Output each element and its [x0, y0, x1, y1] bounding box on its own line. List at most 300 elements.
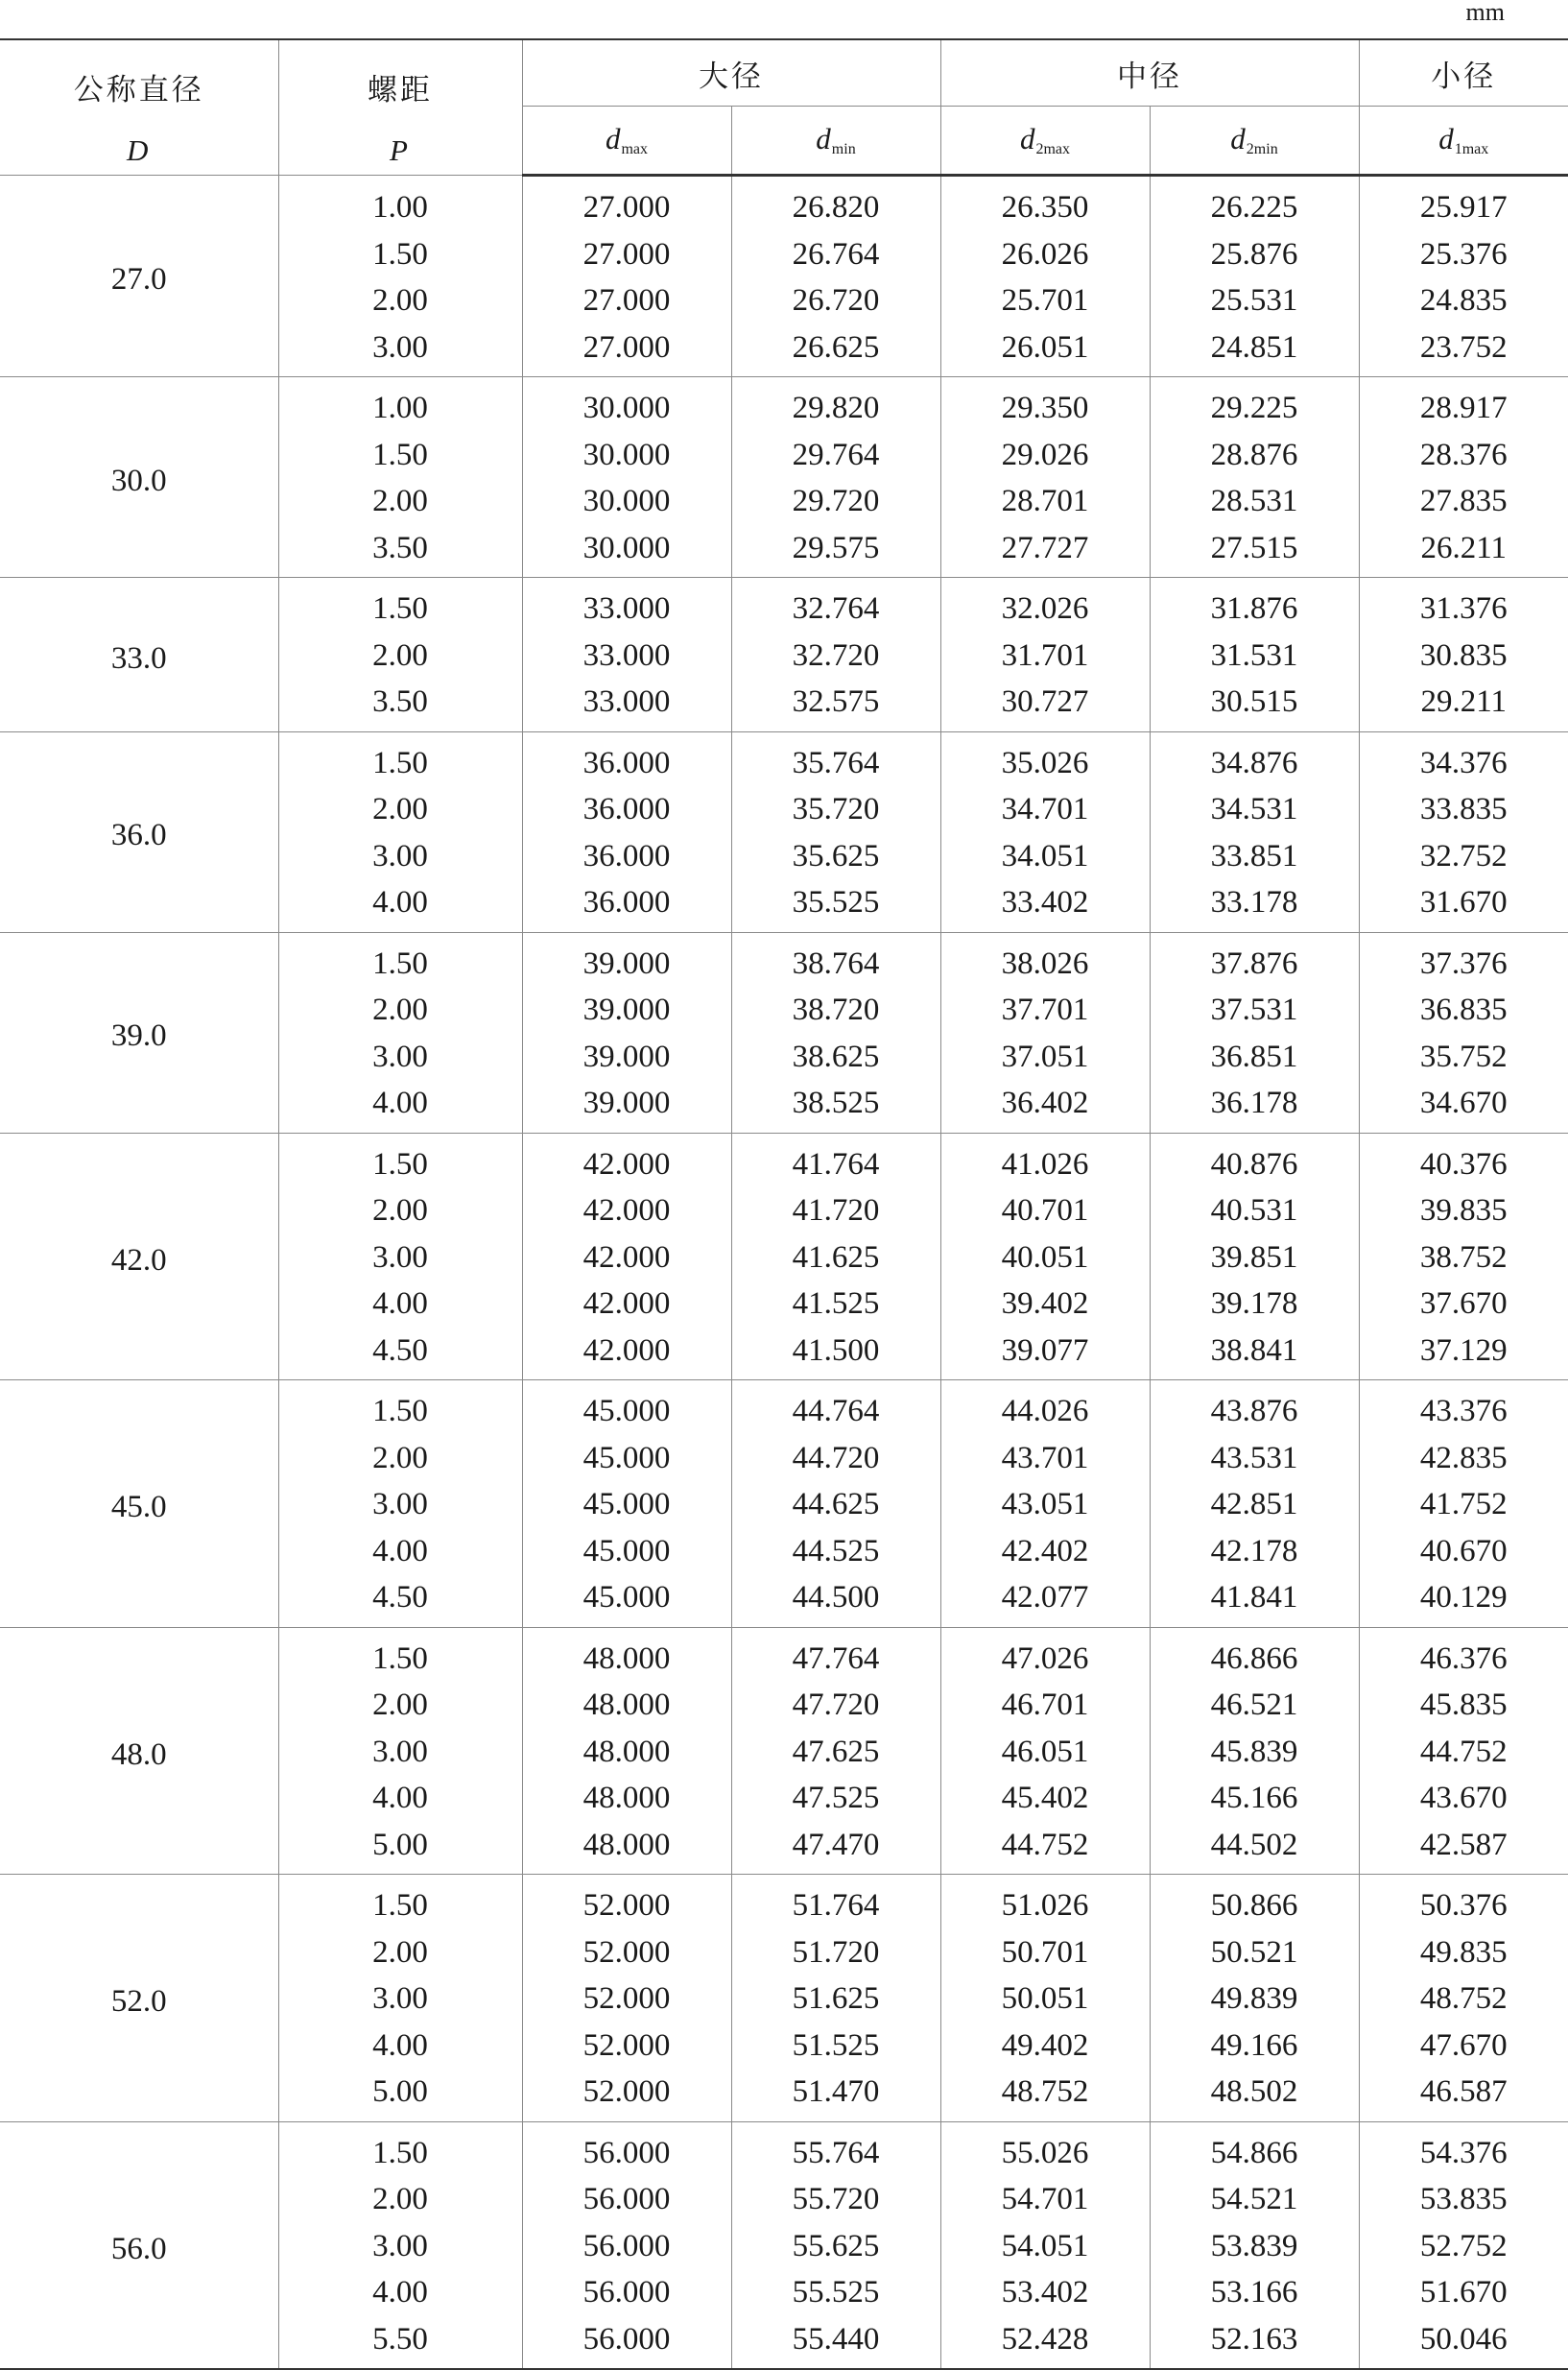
pitch-cell: 4.00 [278, 1775, 522, 1822]
d2-max-cell: 44.026 [940, 1380, 1150, 1435]
d2-min-cell: 39.178 [1150, 1281, 1359, 1328]
d2-max-cell: 32.026 [940, 578, 1150, 633]
diameter-group [0, 731, 1568, 932]
d-min-cell: 51.470 [731, 2069, 940, 2121]
d-max-cell: 33.000 [522, 679, 731, 731]
table-row [0, 1380, 1568, 1435]
pitch-cell: 4.00 [278, 2023, 522, 2070]
d-min-cell: 29.720 [731, 478, 940, 525]
d2-min-cell: 45.166 [1150, 1775, 1359, 1822]
d-min-cell: 55.764 [731, 2121, 940, 2176]
diameter-group [0, 1875, 1568, 2122]
header-major-diameter: 大径 [522, 39, 940, 107]
d-max-cell: 56.000 [522, 2121, 731, 2176]
d-max-cell: 27.000 [522, 176, 731, 231]
d-max-cell: 48.000 [522, 1627, 731, 1682]
d1-max-cell: 28.917 [1359, 377, 1568, 432]
pitch-cell: 1.50 [278, 2121, 522, 2176]
nominal-diameter-cell: 45.0 [0, 1380, 278, 1628]
d2-max-cell: 25.701 [940, 277, 1150, 324]
d1-max-cell: 33.835 [1359, 786, 1568, 833]
d-max-cell: 30.000 [522, 478, 731, 525]
d-min-cell: 51.720 [731, 1929, 940, 1976]
d2-min-cell: 54.521 [1150, 2176, 1359, 2223]
d2-min-cell: 53.839 [1150, 2223, 1359, 2270]
d1-max-cell: 42.835 [1359, 1435, 1568, 1482]
d1-max-cell: 44.752 [1359, 1729, 1568, 1776]
d2-min-cell: 43.531 [1150, 1435, 1359, 1482]
nominal-diameter-cell: 30.0 [0, 377, 278, 578]
d-min-cell: 32.575 [731, 679, 940, 731]
header-d-max [522, 107, 731, 176]
d2-min-cell: 31.876 [1150, 578, 1359, 633]
d1-max-cell: 50.046 [1359, 2316, 1568, 2370]
d2-max-cell: 26.051 [940, 324, 1150, 377]
d-max-cell: 45.000 [522, 1574, 731, 1627]
d1-max-cell: 29.211 [1359, 679, 1568, 731]
header-nominal-cn: 公称直径 [73, 72, 204, 107]
pitch-cell: 1.50 [278, 578, 522, 633]
d2-max-cell: 35.026 [940, 731, 1150, 786]
symbol-d: d [605, 122, 621, 156]
header-pitch-cn: 螺距 [368, 72, 433, 107]
d1-max-cell: 40.129 [1359, 1574, 1568, 1627]
d2-max-cell: 46.701 [940, 1682, 1150, 1729]
d-min-cell: 38.720 [731, 987, 940, 1034]
d2-max-cell: 45.402 [940, 1775, 1150, 1822]
d-max-cell: 30.000 [522, 377, 731, 432]
d2-max-cell: 28.701 [940, 478, 1150, 525]
diameter-group [0, 1380, 1568, 1628]
d-max-cell: 48.000 [522, 1682, 731, 1729]
d2-min-cell: 44.502 [1150, 1822, 1359, 1875]
header-nominal-diameter [0, 39, 278, 176]
d-max-cell: 56.000 [522, 2176, 731, 2223]
table-header [0, 39, 1568, 176]
d1-max-cell: 43.376 [1359, 1380, 1568, 1435]
pitch-cell: 3.00 [278, 2223, 522, 2270]
d-min-cell: 29.764 [731, 432, 940, 479]
diameter-group [0, 578, 1568, 732]
nominal-diameter-cell: 48.0 [0, 1627, 278, 1875]
table-row [0, 2121, 1568, 2176]
header-nominal-symbol: D [127, 132, 152, 167]
d2-min-cell: 46.866 [1150, 1627, 1359, 1682]
d1-max-cell: 31.670 [1359, 879, 1568, 932]
d-max-cell: 27.000 [522, 231, 731, 278]
pitch-cell: 1.50 [278, 432, 522, 479]
table-row [0, 1627, 1568, 1682]
d1-max-cell: 37.129 [1359, 1328, 1568, 1380]
d1-max-cell: 28.376 [1359, 432, 1568, 479]
d1-max-cell: 37.670 [1359, 1281, 1568, 1328]
table-row [0, 377, 1568, 432]
d-min-cell: 29.575 [731, 525, 940, 578]
d1-max-cell: 25.376 [1359, 231, 1568, 278]
d2-min-cell: 37.876 [1150, 932, 1359, 987]
symbol-subscript: 1max [1454, 141, 1489, 157]
d-min-cell: 26.625 [731, 324, 940, 377]
table-row [0, 1133, 1568, 1187]
symbol-d: d [1438, 122, 1454, 156]
d-max-cell: 56.000 [522, 2316, 731, 2370]
nominal-diameter-cell: 33.0 [0, 578, 278, 732]
d2-min-cell: 34.876 [1150, 731, 1359, 786]
d-min-cell: 32.720 [731, 633, 940, 680]
d-min-cell: 41.500 [731, 1328, 940, 1380]
pitch-cell: 3.00 [278, 1234, 522, 1281]
table-row [0, 176, 1568, 231]
d2-max-cell: 42.402 [940, 1528, 1150, 1575]
d-min-cell: 55.525 [731, 2269, 940, 2316]
symbol-subscript: 2min [1246, 141, 1278, 157]
d-min-cell: 38.764 [731, 932, 940, 987]
d2-min-cell: 46.521 [1150, 1682, 1359, 1729]
d1-max-cell: 38.752 [1359, 1234, 1568, 1281]
header-d1-max [1359, 107, 1568, 176]
d-max-cell: 33.000 [522, 633, 731, 680]
d1-max-cell: 51.670 [1359, 2269, 1568, 2316]
d-min-cell: 47.470 [731, 1822, 940, 1875]
d2-max-cell: 43.051 [940, 1481, 1150, 1528]
d2-min-cell: 31.531 [1150, 633, 1359, 680]
pitch-cell: 1.50 [278, 932, 522, 987]
d2-min-cell: 34.531 [1150, 786, 1359, 833]
d2-min-cell: 50.866 [1150, 1875, 1359, 1929]
d-max-cell: 42.000 [522, 1234, 731, 1281]
d2-min-cell: 48.502 [1150, 2069, 1359, 2121]
d2-min-cell: 53.166 [1150, 2269, 1359, 2316]
header-minor-diameter: 小径 [1359, 39, 1568, 107]
d2-min-cell: 43.876 [1150, 1380, 1359, 1435]
pitch-cell: 2.00 [278, 478, 522, 525]
d-max-cell: 45.000 [522, 1380, 731, 1435]
d2-min-cell: 41.841 [1150, 1574, 1359, 1627]
d-max-cell: 39.000 [522, 932, 731, 987]
d1-max-cell: 37.376 [1359, 932, 1568, 987]
d2-min-cell: 42.851 [1150, 1481, 1359, 1528]
d1-max-cell: 46.376 [1359, 1627, 1568, 1682]
d2-max-cell: 33.402 [940, 879, 1150, 932]
d2-min-cell: 27.515 [1150, 525, 1359, 578]
pitch-cell: 4.00 [278, 1080, 522, 1133]
d-max-cell: 42.000 [522, 1133, 731, 1187]
d2-min-cell: 50.521 [1150, 1929, 1359, 1976]
pitch-cell: 5.50 [278, 2316, 522, 2370]
table-row [0, 731, 1568, 786]
d2-max-cell: 40.051 [940, 1234, 1150, 1281]
nominal-diameter-cell: 56.0 [0, 2121, 278, 2369]
d1-max-cell: 34.376 [1359, 731, 1568, 786]
d-min-cell: 26.820 [731, 176, 940, 231]
d-max-cell: 52.000 [522, 2069, 731, 2121]
d2-max-cell: 53.402 [940, 2269, 1150, 2316]
d-min-cell: 38.625 [731, 1034, 940, 1081]
d1-max-cell: 36.835 [1359, 987, 1568, 1034]
pitch-cell: 4.00 [278, 2269, 522, 2316]
nominal-diameter-cell: 42.0 [0, 1133, 278, 1380]
d2-min-cell: 52.163 [1150, 2316, 1359, 2370]
d-min-cell: 55.625 [731, 2223, 940, 2270]
d1-max-cell: 24.835 [1359, 277, 1568, 324]
d1-max-cell: 40.376 [1359, 1133, 1568, 1187]
d-min-cell: 51.525 [731, 2023, 940, 2070]
pitch-cell: 3.00 [278, 324, 522, 377]
d2-min-cell: 25.531 [1150, 277, 1359, 324]
pitch-cell: 3.00 [278, 1729, 522, 1776]
d-max-cell: 52.000 [522, 1929, 731, 1976]
pitch-cell: 2.00 [278, 987, 522, 1034]
d1-max-cell: 30.835 [1359, 633, 1568, 680]
d-max-cell: 42.000 [522, 1328, 731, 1380]
d-max-cell: 56.000 [522, 2223, 731, 2270]
d-min-cell: 47.625 [731, 1729, 940, 1776]
pitch-cell: 1.00 [278, 176, 522, 231]
d2-max-cell: 47.026 [940, 1627, 1150, 1682]
d2-max-cell: 26.350 [940, 176, 1150, 231]
nominal-diameter-cell: 27.0 [0, 176, 278, 377]
d2-min-cell: 37.531 [1150, 987, 1359, 1034]
d-max-cell: 48.000 [522, 1729, 731, 1776]
d2-min-cell: 25.876 [1150, 231, 1359, 278]
d-min-cell: 32.764 [731, 578, 940, 633]
d2-min-cell: 49.839 [1150, 1975, 1359, 2023]
pitch-cell: 2.00 [278, 277, 522, 324]
d2-max-cell: 44.752 [940, 1822, 1150, 1875]
header-d-min [731, 107, 940, 176]
d-max-cell: 45.000 [522, 1528, 731, 1575]
pitch-cell: 4.00 [278, 1281, 522, 1328]
pitch-cell: 3.00 [278, 1481, 522, 1528]
pitch-cell: 1.50 [278, 1133, 522, 1187]
d-max-cell: 39.000 [522, 1080, 731, 1133]
pitch-cell: 1.50 [278, 1627, 522, 1682]
pitch-cell: 4.50 [278, 1574, 522, 1627]
d2-min-cell: 30.515 [1150, 679, 1359, 731]
d-min-cell: 35.525 [731, 879, 940, 932]
pitch-cell: 2.00 [278, 2176, 522, 2223]
d1-max-cell: 26.211 [1359, 525, 1568, 578]
d-min-cell: 47.764 [731, 1627, 940, 1682]
symbol-subscript: 2max [1035, 141, 1071, 157]
nominal-diameter-cell: 39.0 [0, 932, 278, 1133]
d-min-cell: 41.764 [731, 1133, 940, 1187]
d-min-cell: 44.720 [731, 1435, 940, 1482]
d2-min-cell: 39.851 [1150, 1234, 1359, 1281]
d-min-cell: 44.625 [731, 1481, 940, 1528]
d2-min-cell: 33.178 [1150, 879, 1359, 932]
d-max-cell: 36.000 [522, 731, 731, 786]
d-max-cell: 39.000 [522, 987, 731, 1034]
header-pitch-symbol: P [390, 132, 411, 167]
d-max-cell: 27.000 [522, 277, 731, 324]
d-max-cell: 36.000 [522, 879, 731, 932]
d-min-cell: 29.820 [731, 377, 940, 432]
pitch-cell: 5.00 [278, 2069, 522, 2121]
d2-max-cell: 27.727 [940, 525, 1150, 578]
d2-min-cell: 49.166 [1150, 2023, 1359, 2070]
d2-max-cell: 39.402 [940, 1281, 1150, 1328]
d1-max-cell: 52.752 [1359, 2223, 1568, 2270]
pitch-cell: 3.00 [278, 1034, 522, 1081]
d-max-cell: 39.000 [522, 1034, 731, 1081]
diameter-group [0, 176, 1568, 377]
d2-min-cell: 38.841 [1150, 1328, 1359, 1380]
diameter-group [0, 1133, 1568, 1380]
diameter-group [0, 1627, 1568, 1875]
d1-max-cell: 46.587 [1359, 2069, 1568, 2121]
d2-min-cell: 45.839 [1150, 1729, 1359, 1776]
d1-max-cell: 53.835 [1359, 2176, 1568, 2223]
d-min-cell: 41.625 [731, 1234, 940, 1281]
pitch-cell: 1.00 [278, 377, 522, 432]
pitch-cell: 4.50 [278, 1328, 522, 1380]
d2-min-cell: 26.225 [1150, 176, 1359, 231]
header-pitch-diameter: 中径 [940, 39, 1359, 107]
d2-max-cell: 34.051 [940, 833, 1150, 880]
d1-max-cell: 50.376 [1359, 1875, 1568, 1929]
d-min-cell: 35.764 [731, 731, 940, 786]
d-max-cell: 48.000 [522, 1822, 731, 1875]
diameter-group [0, 932, 1568, 1133]
d-min-cell: 51.625 [731, 1975, 940, 2023]
pitch-cell: 3.50 [278, 679, 522, 731]
d-min-cell: 51.764 [731, 1875, 940, 1929]
pitch-cell: 3.00 [278, 833, 522, 880]
d2-max-cell: 37.701 [940, 987, 1150, 1034]
d2-max-cell: 54.701 [940, 2176, 1150, 2223]
pitch-cell: 2.00 [278, 1929, 522, 1976]
d-min-cell: 47.720 [731, 1682, 940, 1729]
pitch-cell: 4.00 [278, 879, 522, 932]
d-min-cell: 47.525 [731, 1775, 940, 1822]
pitch-cell: 3.50 [278, 525, 522, 578]
pitch-cell: 1.50 [278, 231, 522, 278]
table-row [0, 932, 1568, 987]
symbol-subscript: max [621, 141, 649, 157]
symbol-subscript: min [831, 141, 856, 157]
d2-max-cell: 36.402 [940, 1080, 1150, 1133]
d-max-cell: 52.000 [522, 1875, 731, 1929]
pitch-cell: 5.00 [278, 1822, 522, 1875]
pitch-cell: 3.00 [278, 1975, 522, 2023]
nominal-diameter-cell: 36.0 [0, 731, 278, 932]
d-min-cell: 35.720 [731, 786, 940, 833]
d-max-cell: 45.000 [522, 1435, 731, 1482]
d-min-cell: 38.525 [731, 1080, 940, 1133]
d1-max-cell: 39.835 [1359, 1187, 1568, 1234]
header-d2-min [1150, 107, 1359, 176]
d2-min-cell: 40.876 [1150, 1133, 1359, 1187]
d2-max-cell: 55.026 [940, 2121, 1150, 2176]
table-row [0, 1875, 1568, 1929]
d1-max-cell: 25.917 [1359, 176, 1568, 231]
d1-max-cell: 27.835 [1359, 478, 1568, 525]
table-row [0, 578, 1568, 633]
d2-max-cell: 50.051 [940, 1975, 1150, 2023]
pitch-cell: 2.00 [278, 786, 522, 833]
d1-max-cell: 45.835 [1359, 1682, 1568, 1729]
d2-min-cell: 42.178 [1150, 1528, 1359, 1575]
d2-max-cell: 43.701 [940, 1435, 1150, 1482]
d2-max-cell: 34.701 [940, 786, 1150, 833]
d-max-cell: 52.000 [522, 1975, 731, 2023]
d2-min-cell: 24.851 [1150, 324, 1359, 377]
thread-dimension-table [0, 38, 1568, 2370]
d-max-cell: 56.000 [522, 2269, 731, 2316]
d2-max-cell: 26.026 [940, 231, 1150, 278]
pitch-cell: 1.50 [278, 1380, 522, 1435]
d-min-cell: 44.764 [731, 1380, 940, 1435]
d-min-cell: 26.764 [731, 231, 940, 278]
d2-min-cell: 54.866 [1150, 2121, 1359, 2176]
d2-min-cell: 29.225 [1150, 377, 1359, 432]
d1-max-cell: 49.835 [1359, 1929, 1568, 1976]
d-min-cell: 55.440 [731, 2316, 940, 2370]
d-max-cell: 36.000 [522, 833, 731, 880]
d1-max-cell: 41.752 [1359, 1481, 1568, 1528]
d1-max-cell: 43.670 [1359, 1775, 1568, 1822]
d1-max-cell: 42.587 [1359, 1822, 1568, 1875]
d1-max-cell: 48.752 [1359, 1975, 1568, 2023]
d2-max-cell: 42.077 [940, 1574, 1150, 1627]
d-max-cell: 36.000 [522, 786, 731, 833]
pitch-cell: 2.00 [278, 1682, 522, 1729]
d2-min-cell: 28.876 [1150, 432, 1359, 479]
pitch-cell: 2.00 [278, 1435, 522, 1482]
diameter-group [0, 2121, 1568, 2369]
d-min-cell: 44.500 [731, 1574, 940, 1627]
d2-max-cell: 31.701 [940, 633, 1150, 680]
d1-max-cell: 54.376 [1359, 2121, 1568, 2176]
d-max-cell: 45.000 [522, 1481, 731, 1528]
pitch-cell: 2.00 [278, 1187, 522, 1234]
d2-max-cell: 30.727 [940, 679, 1150, 731]
d2-max-cell: 29.026 [940, 432, 1150, 479]
d-max-cell: 42.000 [522, 1187, 731, 1234]
d2-max-cell: 41.026 [940, 1133, 1150, 1187]
d2-max-cell: 29.350 [940, 377, 1150, 432]
nominal-diameter-cell: 52.0 [0, 1875, 278, 2122]
d1-max-cell: 31.376 [1359, 578, 1568, 633]
d-max-cell: 27.000 [522, 324, 731, 377]
d2-max-cell: 48.752 [940, 2069, 1150, 2121]
d1-max-cell: 40.670 [1359, 1528, 1568, 1575]
d-max-cell: 30.000 [522, 525, 731, 578]
d-min-cell: 41.720 [731, 1187, 940, 1234]
d2-max-cell: 54.051 [940, 2223, 1150, 2270]
diameter-group [0, 377, 1568, 578]
pitch-cell: 1.50 [278, 731, 522, 786]
d-max-cell: 42.000 [522, 1281, 731, 1328]
symbol-d: d [1230, 122, 1246, 156]
d2-max-cell: 37.051 [940, 1034, 1150, 1081]
d-min-cell: 41.525 [731, 1281, 940, 1328]
d2-max-cell: 49.402 [940, 2023, 1150, 2070]
d2-max-cell: 51.026 [940, 1875, 1150, 1929]
d2-max-cell: 46.051 [940, 1729, 1150, 1776]
pitch-cell: 4.00 [278, 1528, 522, 1575]
symbol-d: d [1019, 122, 1035, 156]
pitch-cell: 2.00 [278, 633, 522, 680]
d2-min-cell: 40.531 [1150, 1187, 1359, 1234]
d-max-cell: 30.000 [522, 432, 731, 479]
d2-max-cell: 52.428 [940, 2316, 1150, 2370]
d1-max-cell: 47.670 [1359, 2023, 1568, 2070]
d1-max-cell: 35.752 [1359, 1034, 1568, 1081]
header-pitch [278, 39, 522, 176]
d-max-cell: 52.000 [522, 2023, 731, 2070]
